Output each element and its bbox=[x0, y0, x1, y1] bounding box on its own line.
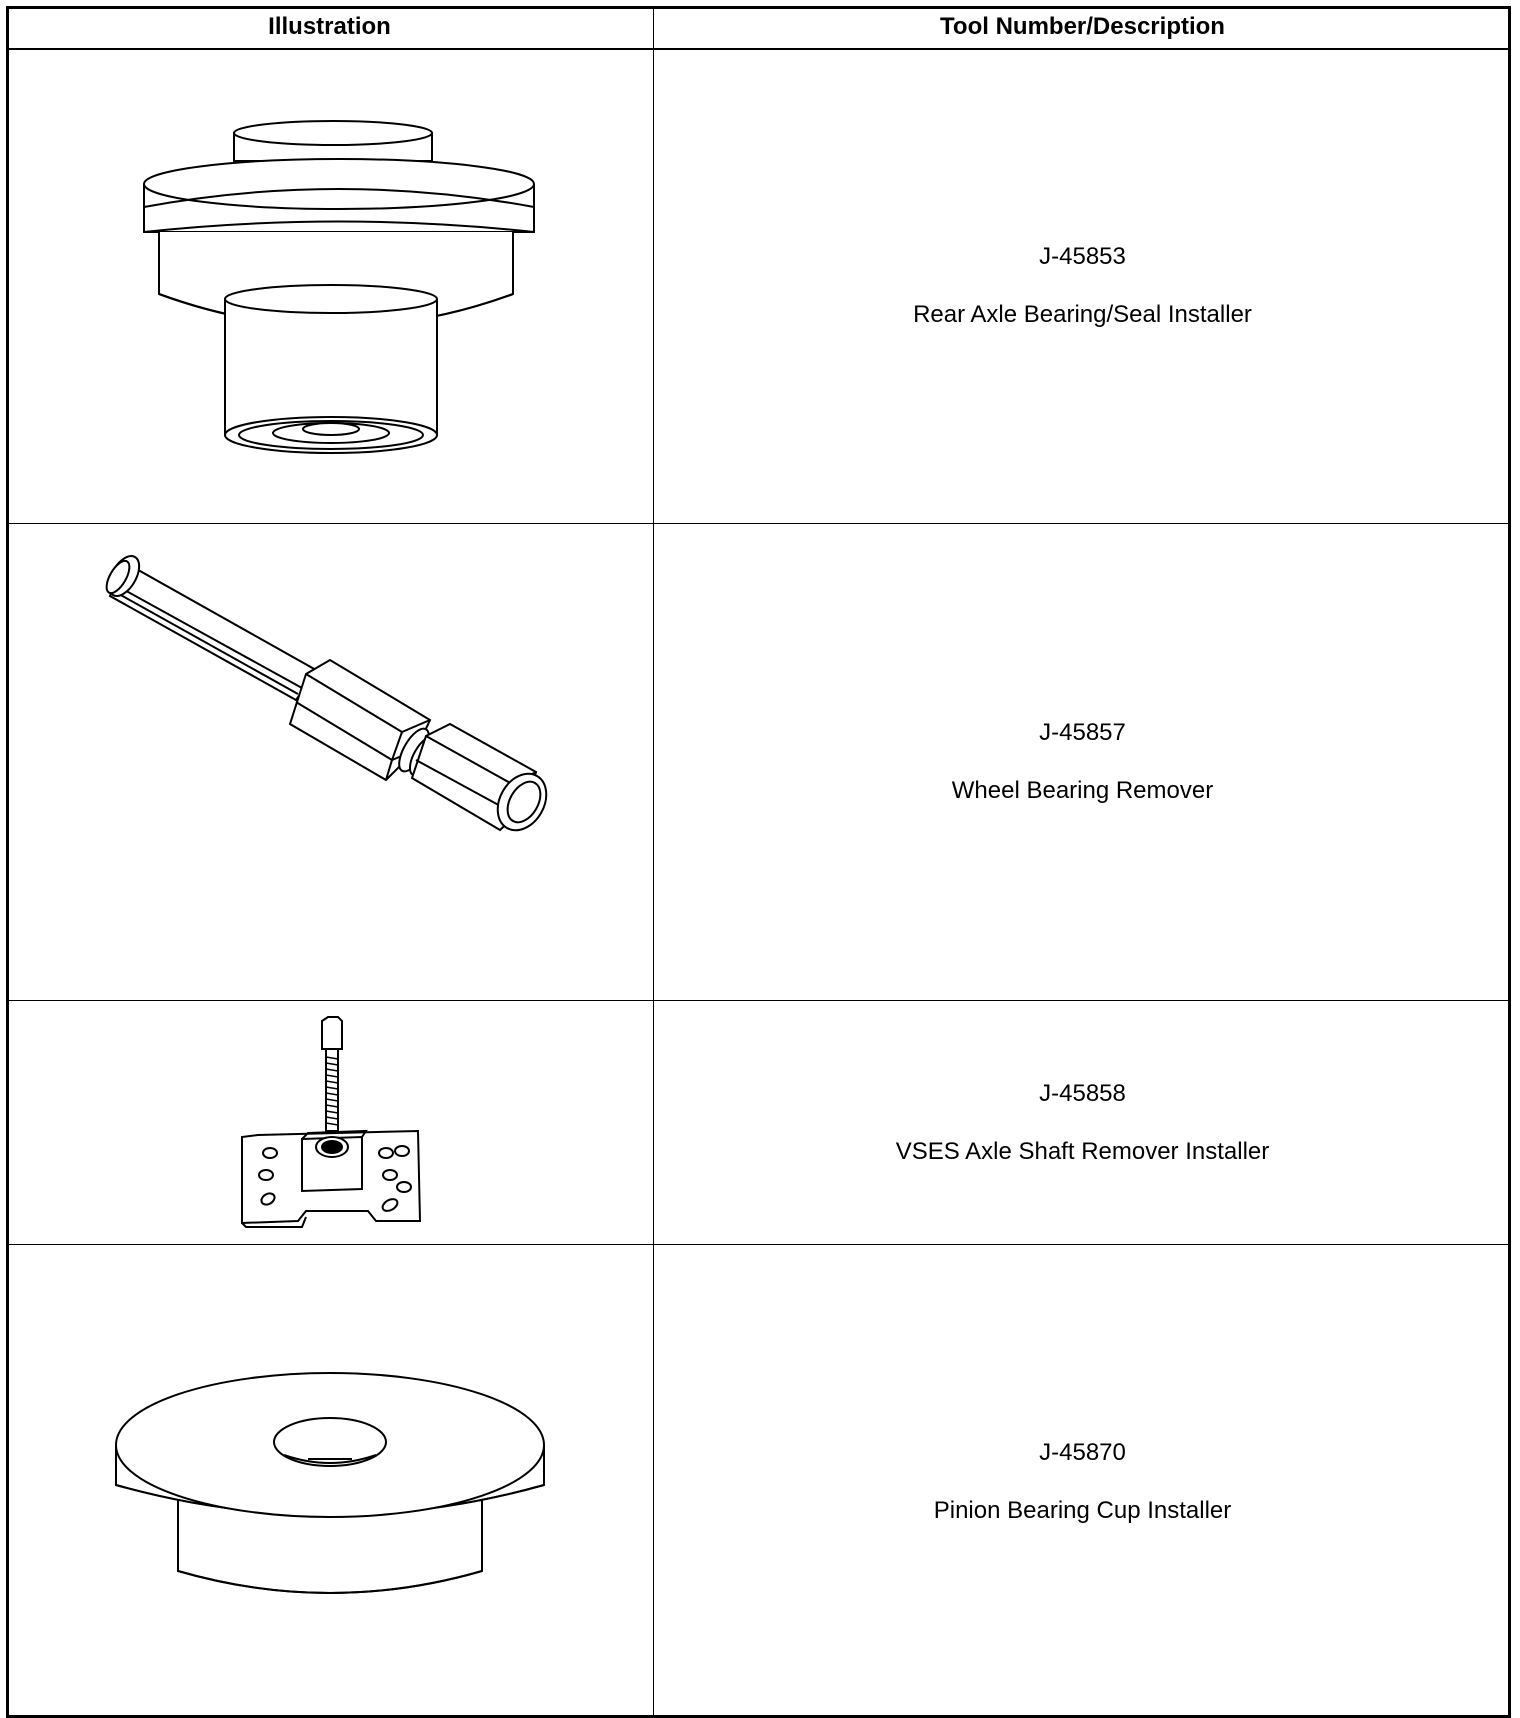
illustration-cell bbox=[6, 1245, 653, 1718]
illustration-cell bbox=[6, 49, 653, 523]
tool-number: J-45853 bbox=[1039, 243, 1126, 270]
description-cell bbox=[654, 1001, 1511, 1244]
description-cell bbox=[654, 1245, 1511, 1718]
bearing-seal-installer-icon bbox=[6, 49, 653, 523]
pinion-bearing-cup-installer-icon bbox=[6, 1245, 653, 1718]
tool-description: Wheel Bearing Remover bbox=[951, 777, 1214, 804]
illustration-cell bbox=[6, 524, 653, 1000]
tool-description: Pinion Bearing Cup Installer bbox=[933, 1496, 1232, 1524]
tool-description: VSES Axle Shaft Remover Installer bbox=[895, 1137, 1270, 1165]
description-cell bbox=[654, 49, 1511, 523]
description-cell bbox=[654, 524, 1511, 1000]
tool-number: J-45858 bbox=[1039, 1079, 1126, 1107]
header-tool-description: Tool Number/Description bbox=[940, 13, 1225, 40]
tool-number: J-45857 bbox=[1039, 719, 1126, 746]
tool-description: Rear Axle Bearing/Seal Installer bbox=[913, 301, 1252, 328]
axle-shaft-remover-installer-icon bbox=[6, 1001, 653, 1244]
wheel-bearing-remover-icon bbox=[6, 524, 653, 1000]
illustration-cell bbox=[6, 1001, 653, 1244]
tool-number: J-45870 bbox=[1039, 1438, 1126, 1466]
header-illustration: Illustration bbox=[268, 13, 391, 40]
